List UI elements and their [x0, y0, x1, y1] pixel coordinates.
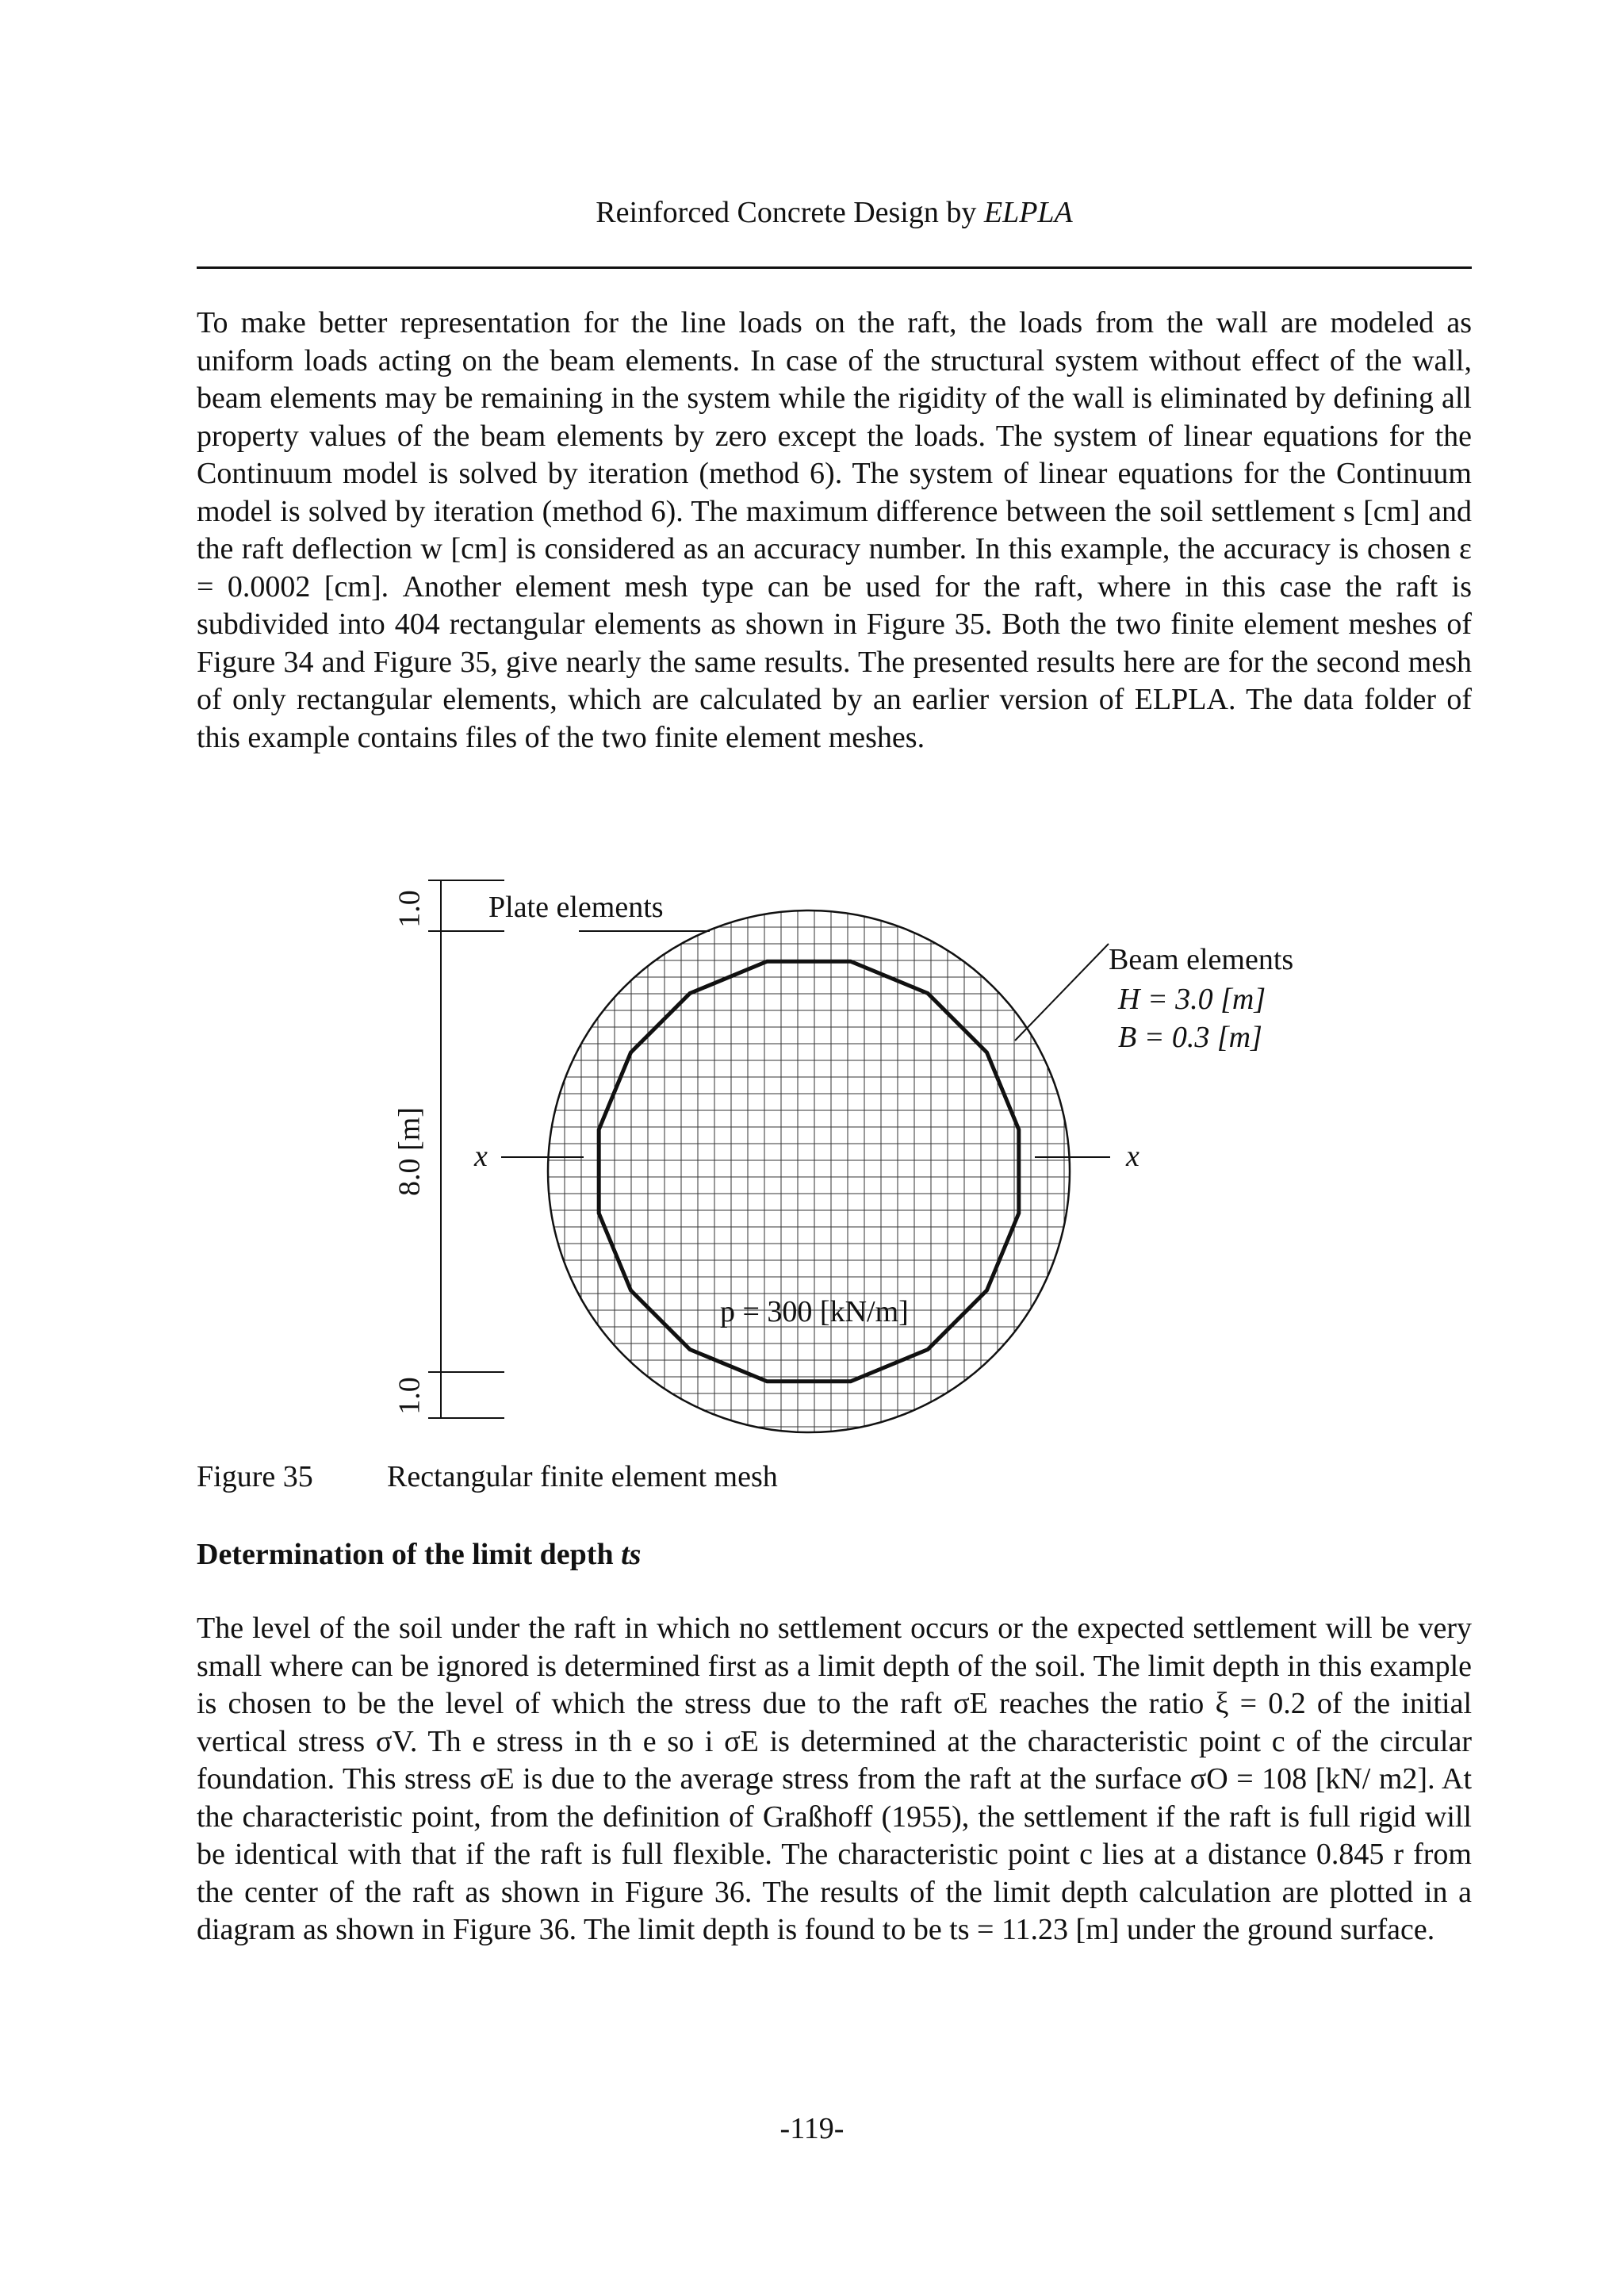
- body-paragraph-1: To make better representation for the line loads on the raft, the loads from the wall are modeled as uniform loads acting on the beam elements. In case of the structural system without effect of the wall, beam elements may be remaining in the system while the rigidity of the wall is eliminated by defining all property values of the beam elements by zero except the loads. The system of linear equations for the Continuum model is solved by iteration (method 6). The system of linear equations for the Continuum model is solved by iteration (method 6). The maximum difference between the soil settlement s [cm] and the raft deflection w [cm] is considered as an accuracy number. In this example, the accuracy is chosen ε = 0.0002 [cm]. Another element mesh type can be used for the raft, where in this case the raft is subdivided into 404 rectangular elements as shown in Figure 35. Both the two finite element meshes of Figure 34 and Figure 35, give nearly the same results. The presented results here are for the second mesh of only rectangular elements, which are calculated by an earlier version of ELPLA. The data folder of this example contains files of the two finite element meshes.: [197, 306, 1472, 754]
- dim-label-bottom: 1.0: [393, 1377, 427, 1415]
- plate-elements-label: Plate elements: [488, 891, 664, 924]
- caption-text: Rectangular finite element mesh: [387, 1460, 778, 1493]
- section-heading: [197, 1537, 641, 1572]
- raft-circle: [548, 910, 1070, 1432]
- header-title-italic: ELPLA: [983, 196, 1073, 229]
- mesh-diagram: [349, 872, 1364, 1443]
- body-paragraph-2: The level of the soil under the raft in which no settlement occurs or the expected settlement will be very small where can be ignored is determined first as a limit depth of the soil. The limit depth in this example is chosen to be the level of which the stress due to the raft σE reaches the ratio ξ = 0.2 of the initial vertical stress σV. Th e stress in th e so i σE is determined at the characteristic point c of the circular foundation. This stress σE is due to the average stress from the raft at the surface σO = 108 [kN/ m2]. At the characteristic point, from the definition of Graßhoff (1955), the settlement if the raft is full rigid will be identical with that if the raft is full flexible. The characteristic point c lies at a distance 0.845 r from the center of the raft as shown in Figure 36. The results of the limit depth calculation are plotted in a diagram as shown in Figure 36. The limit depth is found to be ts = 11.23 [m] under the ground surface.: [197, 1612, 1472, 1946]
- figure-35: [349, 872, 1364, 1443]
- dim-label-top: 1.0: [393, 890, 427, 928]
- section-x-right: x: [1126, 1140, 1139, 1173]
- line-load-label: p = 300 [kN/m]: [720, 1295, 909, 1328]
- dim-label-middle: 8.0 [m]: [393, 1107, 427, 1196]
- beam-width-label: B = 0.3 [m]: [1118, 1021, 1262, 1054]
- plate-element-mesh: [548, 910, 1070, 1432]
- heading-text: Determination of the limit depth: [197, 1538, 622, 1571]
- page-number: -119-: [779, 2112, 845, 2145]
- beam-height-label: H = 3.0 [m]: [1118, 983, 1266, 1016]
- beam-elements-label: Beam elements: [1109, 943, 1294, 976]
- header-title: Reinforced Concrete Design by: [596, 196, 984, 229]
- header-rule: [197, 266, 1472, 269]
- heading-symbol: ts: [621, 1538, 642, 1571]
- section-x-left: x: [474, 1140, 488, 1173]
- caption-number: Figure 35: [197, 1460, 313, 1493]
- page-header: [197, 195, 1472, 230]
